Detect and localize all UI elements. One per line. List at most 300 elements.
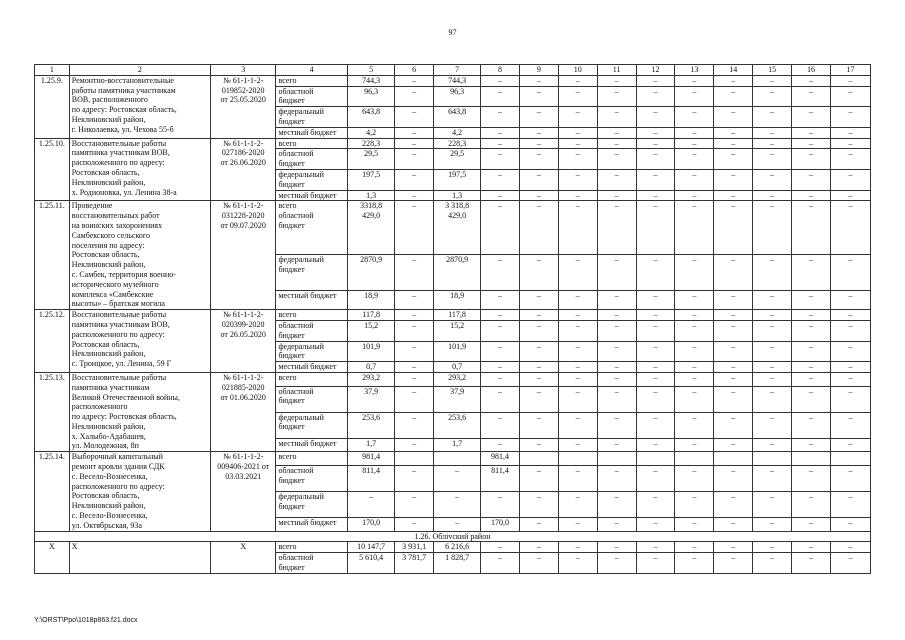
table-row	[35, 310, 871, 321]
value-cell: –	[714, 372, 753, 386]
value-cell: 1,3	[348, 190, 395, 201]
value-cell: 101,9	[348, 341, 395, 362]
value-cell: –	[519, 412, 558, 438]
value-cell: –	[481, 254, 520, 290]
value-cell: 2870,9	[434, 254, 481, 290]
value-cell: –	[434, 465, 481, 491]
value-cell: –	[481, 127, 520, 138]
value-cell: –	[519, 438, 558, 452]
budget-table	[34, 64, 871, 574]
value-cell: –	[714, 169, 753, 190]
value-cell: –	[636, 517, 675, 531]
value-cell: –	[481, 107, 520, 128]
value-cell: 253,6	[434, 412, 481, 438]
value-cell: –	[714, 149, 753, 170]
value-cell: –	[558, 542, 597, 553]
table-row	[35, 75, 871, 86]
funding-source: федеральный бюджет	[276, 169, 348, 190]
funding-source: местный бюджет	[276, 127, 348, 138]
value-cell: –	[830, 372, 870, 386]
funding-source: всего	[276, 542, 348, 553]
value-cell: –	[597, 320, 636, 341]
value-cell: –	[753, 310, 792, 321]
value-cell: 96,3	[434, 86, 481, 107]
value-cell: –	[519, 107, 558, 128]
funding-source: областной бюджет	[276, 465, 348, 491]
funding-source: федеральный бюджет	[276, 107, 348, 128]
funding-source: местный бюджет	[276, 362, 348, 373]
header-cell: 6	[395, 65, 434, 76]
value-cell: –	[636, 491, 675, 517]
value-cell: –	[519, 491, 558, 517]
value-cell: –	[753, 438, 792, 452]
item-description: Выборочный капитальный ремонт кровли здания СДК с. Весело-Вознесенка, расположенного по адресу: Ростовская область, Неклиновский район, с. Весело-Вознесенка, ул. Октябрьская, 93а	[69, 452, 210, 531]
value-cell: –	[519, 149, 558, 170]
value-cell: –	[753, 553, 792, 574]
value-cell: –	[481, 542, 520, 553]
value-cell: –	[597, 190, 636, 201]
value-cell: 0,7	[434, 362, 481, 373]
value-cell: –	[792, 412, 831, 438]
value-cell: –	[636, 75, 675, 86]
value-cell: –	[395, 149, 434, 170]
value-cell: –	[714, 362, 753, 373]
value-cell: –	[830, 553, 870, 574]
value-cell: –	[675, 438, 714, 452]
value-cell: 96,3	[348, 86, 395, 107]
value-cell: –	[558, 310, 597, 321]
value-cell	[519, 452, 558, 466]
value-cell: –	[597, 412, 636, 438]
value-cell	[558, 452, 597, 466]
value-cell: 1 828,7	[434, 553, 481, 574]
value-cell: –	[792, 138, 831, 149]
value-cell: –	[714, 291, 753, 310]
item-document: № 61-1-1-2- 009406-2021 от 03.03.2021	[210, 452, 275, 531]
value-cell: 3 318,8 429,0	[434, 201, 481, 255]
value-cell: –	[481, 438, 520, 452]
value-cell: –	[481, 362, 520, 373]
value-cell: –	[636, 138, 675, 149]
value-cell: 170,0	[348, 517, 395, 531]
value-cell: –	[753, 491, 792, 517]
value-cell: –	[830, 149, 870, 170]
header-cell: 13	[675, 65, 714, 76]
value-cell: 3 781,7	[395, 553, 434, 574]
value-cell	[830, 452, 870, 466]
value-cell: –	[519, 169, 558, 190]
value-cell: 744,3	[434, 75, 481, 86]
value-cell: –	[597, 372, 636, 386]
value-cell: –	[792, 491, 831, 517]
header-cell: 3	[210, 65, 275, 76]
value-cell: –	[675, 254, 714, 290]
value-cell: –	[636, 291, 675, 310]
table-row	[35, 201, 871, 255]
value-cell: 253,6	[348, 412, 395, 438]
value-cell: –	[714, 438, 753, 452]
value-cell: –	[481, 190, 520, 201]
value-cell: 18,9	[434, 291, 481, 310]
header-cell: 7	[434, 65, 481, 76]
value-cell: –	[792, 310, 831, 321]
value-cell: –	[753, 169, 792, 190]
item-document: № 61-1-1-2- 021885-2020 от 01.06.2020	[210, 372, 275, 451]
value-cell: 1,7	[348, 438, 395, 452]
value-cell: –	[519, 465, 558, 491]
value-cell: –	[519, 517, 558, 531]
value-cell: –	[792, 149, 831, 170]
value-cell: 228,3	[348, 138, 395, 149]
value-cell: –	[636, 362, 675, 373]
value-cell: –	[558, 412, 597, 438]
value-cell: –	[792, 341, 831, 362]
value-cell: –	[714, 107, 753, 128]
page-number: 97	[448, 28, 457, 37]
funding-source: федеральный бюджет	[276, 254, 348, 290]
value-cell: 293,2	[434, 372, 481, 386]
funding-source: областной бюджет	[276, 553, 348, 574]
value-cell: –	[395, 438, 434, 452]
header-cell: 5	[348, 65, 395, 76]
value-cell: –	[481, 201, 520, 255]
value-cell: –	[597, 169, 636, 190]
value-cell: –	[675, 169, 714, 190]
item-code: 1.25.11.	[35, 201, 70, 310]
value-cell: –	[675, 127, 714, 138]
value-cell: –	[753, 412, 792, 438]
value-cell: –	[792, 386, 831, 412]
header-row	[35, 65, 871, 76]
value-cell	[636, 452, 675, 466]
value-cell: –	[558, 138, 597, 149]
item-document: № 61-1-1-2- 020399-2020 от 26.05.2020	[210, 310, 275, 373]
file-path-footer: Y:\ORST\Ppo\1018p863.f21.docx	[34, 617, 138, 624]
item-code: Х	[35, 542, 70, 573]
value-cell: 3 931,1	[395, 542, 434, 553]
value-cell: –	[597, 138, 636, 149]
value-cell: –	[714, 86, 753, 107]
value-cell: –	[395, 86, 434, 107]
value-cell: –	[395, 341, 434, 362]
funding-source: всего	[276, 75, 348, 86]
value-cell: –	[636, 341, 675, 362]
value-cell: –	[558, 107, 597, 128]
value-cell	[792, 452, 831, 466]
value-cell: –	[395, 291, 434, 310]
value-cell: –	[714, 320, 753, 341]
value-cell: –	[714, 190, 753, 201]
value-cell: –	[753, 542, 792, 553]
value-cell: –	[714, 412, 753, 438]
value-cell: 1,3	[434, 190, 481, 201]
value-cell: –	[636, 127, 675, 138]
value-cell: –	[753, 138, 792, 149]
value-cell	[395, 452, 434, 466]
value-cell: –	[558, 201, 597, 255]
value-cell: –	[753, 372, 792, 386]
value-cell: –	[830, 75, 870, 86]
funding-source: областной бюджет	[276, 86, 348, 107]
value-cell: –	[714, 517, 753, 531]
value-cell: –	[558, 362, 597, 373]
value-cell: –	[597, 201, 636, 255]
value-cell: 293,2	[348, 372, 395, 386]
value-cell: –	[636, 149, 675, 170]
funding-source: местный бюджет	[276, 438, 348, 452]
value-cell: –	[792, 542, 831, 553]
value-cell: –	[636, 310, 675, 321]
value-cell: –	[519, 86, 558, 107]
value-cell: –	[597, 362, 636, 373]
value-cell: –	[519, 372, 558, 386]
value-cell: –	[395, 190, 434, 201]
value-cell: 18,9	[348, 291, 395, 310]
value-cell: –	[395, 372, 434, 386]
value-cell: –	[597, 553, 636, 574]
value-cell: –	[519, 127, 558, 138]
value-cell: –	[830, 517, 870, 531]
value-cell: –	[481, 291, 520, 310]
item-code: 1.25.12.	[35, 310, 70, 373]
value-cell: –	[636, 542, 675, 553]
value-cell: 15,2	[348, 320, 395, 341]
value-cell: –	[597, 310, 636, 321]
header-cell: 15	[753, 65, 792, 76]
value-cell: –	[675, 341, 714, 362]
value-cell: –	[675, 386, 714, 412]
value-cell: –	[597, 254, 636, 290]
value-cell: –	[830, 412, 870, 438]
value-cell: –	[636, 254, 675, 290]
value-cell: 981,4	[348, 452, 395, 466]
value-cell: –	[558, 465, 597, 491]
funding-source: областной бюджет	[276, 386, 348, 412]
value-cell: 6 216,6	[434, 542, 481, 553]
value-cell: 4,2	[434, 127, 481, 138]
table-row	[35, 452, 871, 466]
value-cell: –	[395, 320, 434, 341]
value-cell: –	[753, 320, 792, 341]
funding-source: областной бюджет	[276, 320, 348, 341]
value-cell: –	[675, 149, 714, 170]
value-cell: –	[830, 107, 870, 128]
value-cell: –	[395, 412, 434, 438]
value-cell: –	[830, 491, 870, 517]
value-cell: 29,5	[434, 149, 481, 170]
value-cell: –	[714, 491, 753, 517]
value-cell: –	[830, 362, 870, 373]
value-cell: 811,4	[481, 465, 520, 491]
header-cell: 12	[636, 65, 675, 76]
value-cell: –	[519, 190, 558, 201]
value-cell: –	[481, 386, 520, 412]
value-cell: –	[636, 438, 675, 452]
value-cell: –	[558, 169, 597, 190]
value-cell: –	[597, 341, 636, 362]
value-cell: –	[792, 201, 831, 255]
value-cell: –	[558, 86, 597, 107]
funding-source: местный бюджет	[276, 517, 348, 531]
value-cell: –	[753, 75, 792, 86]
header-cell: 14	[714, 65, 753, 76]
value-cell: 4,2	[348, 127, 395, 138]
value-cell: –	[519, 386, 558, 412]
value-cell: 29,5	[348, 149, 395, 170]
value-cell: –	[830, 127, 870, 138]
value-cell: –	[753, 291, 792, 310]
value-cell: –	[481, 320, 520, 341]
value-cell: –	[830, 341, 870, 362]
value-cell: –	[753, 201, 792, 255]
value-cell: –	[714, 138, 753, 149]
value-cell: –	[830, 254, 870, 290]
value-cell: –	[753, 254, 792, 290]
value-cell: –	[434, 517, 481, 531]
value-cell: 10 147,7	[348, 542, 395, 553]
item-description: Восстановительные работы памятника участникам ВОВ, расположенного по адресу: Ростовская область, Неклиновский район, х. Родионовка, ул. Ленина 38-а	[69, 138, 210, 201]
value-cell: –	[481, 491, 520, 517]
value-cell: –	[558, 517, 597, 531]
value-cell: –	[753, 86, 792, 107]
value-cell: –	[792, 438, 831, 452]
value-cell: –	[558, 553, 597, 574]
value-cell: 117,8	[348, 310, 395, 321]
value-cell: –	[597, 491, 636, 517]
value-cell: –	[792, 372, 831, 386]
value-cell: –	[753, 107, 792, 128]
value-cell: –	[753, 127, 792, 138]
value-cell: –	[481, 412, 520, 438]
value-cell: –	[395, 491, 434, 517]
value-cell: –	[675, 138, 714, 149]
value-cell: –	[792, 517, 831, 531]
value-cell: –	[792, 75, 831, 86]
value-cell: –	[558, 438, 597, 452]
item-document: № 61-1-1-2- 027186-2020 от 26.06.2020	[210, 138, 275, 201]
value-cell: –	[597, 149, 636, 170]
value-cell: –	[519, 542, 558, 553]
value-cell: –	[481, 169, 520, 190]
header-cell: 4	[276, 65, 348, 76]
value-cell: 197,5	[348, 169, 395, 190]
value-cell: 3318,8 429,0	[348, 201, 395, 255]
value-cell: –	[675, 320, 714, 341]
section-row	[35, 531, 871, 542]
value-cell: –	[830, 291, 870, 310]
funding-source: местный бюджет	[276, 190, 348, 201]
value-cell: –	[519, 138, 558, 149]
value-cell: –	[519, 310, 558, 321]
value-cell: 981,4	[481, 452, 520, 466]
value-cell: –	[753, 386, 792, 412]
value-cell: –	[558, 149, 597, 170]
value-cell: –	[675, 362, 714, 373]
value-cell: 197,5	[434, 169, 481, 190]
value-cell: –	[597, 291, 636, 310]
value-cell: –	[753, 341, 792, 362]
value-cell: –	[481, 75, 520, 86]
value-cell: –	[481, 310, 520, 321]
value-cell: –	[675, 75, 714, 86]
value-cell: –	[395, 75, 434, 86]
value-cell: –	[348, 491, 395, 517]
value-cell: –	[675, 107, 714, 128]
header-cell: 16	[792, 65, 831, 76]
value-cell: –	[714, 310, 753, 321]
value-cell: –	[558, 127, 597, 138]
funding-source: всего	[276, 452, 348, 466]
value-cell: –	[753, 362, 792, 373]
value-cell: –	[675, 310, 714, 321]
value-cell: –	[714, 75, 753, 86]
value-cell: 15,2	[434, 320, 481, 341]
value-cell: –	[481, 86, 520, 107]
value-cell: –	[675, 517, 714, 531]
table-row	[35, 138, 871, 149]
table-row	[35, 542, 871, 553]
value-cell: –	[636, 386, 675, 412]
item-description: Восстановительные работы памятника участникам Великой Отечественной войны, расположенного по адресу: Ростовская область, Неклиновский район, х. Халыбо-Адабашев, ул. Молодежная, 8п	[69, 372, 210, 451]
header-cell: 17	[830, 65, 870, 76]
value-cell: 5 610,4	[348, 553, 395, 574]
value-cell: –	[830, 542, 870, 553]
value-cell	[714, 452, 753, 466]
value-cell: –	[519, 254, 558, 290]
value-cell: –	[675, 412, 714, 438]
item-description: Ремонтно-восстановительные работы памятника участникам ВОВ, расположенного по адресу: Ростовская область, Неклиновский район, г. Николаевка, ул. Чехова 55-б	[69, 75, 210, 138]
value-cell: –	[519, 291, 558, 310]
header-cell: 1	[35, 65, 70, 76]
value-cell: –	[519, 201, 558, 255]
value-cell: –	[395, 138, 434, 149]
value-cell: –	[481, 553, 520, 574]
value-cell: –	[481, 372, 520, 386]
funding-source: всего областной бюджет	[276, 201, 348, 255]
value-cell: –	[792, 86, 831, 107]
value-cell: –	[481, 138, 520, 149]
value-cell: –	[753, 190, 792, 201]
value-cell: –	[714, 542, 753, 553]
value-cell: –	[830, 169, 870, 190]
value-cell: –	[714, 201, 753, 255]
value-cell: –	[675, 491, 714, 517]
value-cell: –	[597, 465, 636, 491]
value-cell: –	[792, 553, 831, 574]
value-cell: –	[636, 86, 675, 107]
item-description: Восстановительные работы памятника участникам ВОВ, расположенного по адресу: Ростовская область, Неклиновский район, с. Троицкое, ул. Ленина, 59 Г	[69, 310, 210, 373]
value-cell	[597, 452, 636, 466]
value-cell: –	[830, 201, 870, 255]
value-cell: –	[481, 341, 520, 362]
item-description: Х	[69, 542, 210, 573]
value-cell: –	[636, 553, 675, 574]
value-cell: –	[597, 542, 636, 553]
value-cell: –	[830, 438, 870, 452]
value-cell: –	[675, 291, 714, 310]
value-cell: –	[830, 190, 870, 201]
value-cell: –	[597, 517, 636, 531]
value-cell: –	[675, 465, 714, 491]
value-cell: –	[675, 553, 714, 574]
value-cell	[753, 452, 792, 466]
value-cell: –	[714, 386, 753, 412]
item-document: № 61-1-1-2- 031228-2020 от 09.07.2020	[210, 201, 275, 310]
value-cell: –	[714, 254, 753, 290]
value-cell: –	[714, 465, 753, 491]
funding-source: федеральный бюджет	[276, 412, 348, 438]
value-cell: –	[753, 517, 792, 531]
